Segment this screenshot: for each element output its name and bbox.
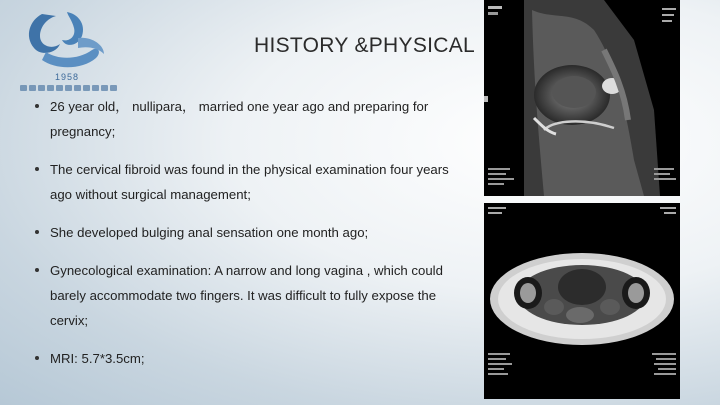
mri-sagittal-image [484,0,680,196]
logo-year: 1958 [54,72,80,82]
bullet-item: MRI: 5.7*3.5cm; [34,346,474,371]
slide-title: HISTORY &PHYSICAL [254,34,476,57]
bullet-item: Gynecological examination: A narrow and long vagina , which could barely accommodate two fingers. It was difficult to fully expose the cervix; [34,258,474,333]
logo-subtitle [16,85,120,93]
bullet-list [34,94,474,384]
bullet-item: She developed bulging anal sensation one month ago; [34,220,474,245]
bullet-item: The cervical fibroid was found in the physical examination four years ago without surgical management; [34,157,474,207]
hospital-logo [12,6,122,96]
bullet-item: 26 year old， nullipara， married one year ago and preparing for pregnancy; [34,94,474,144]
hospital-logo-icon [12,6,122,76]
mri-axial-image [484,203,680,399]
